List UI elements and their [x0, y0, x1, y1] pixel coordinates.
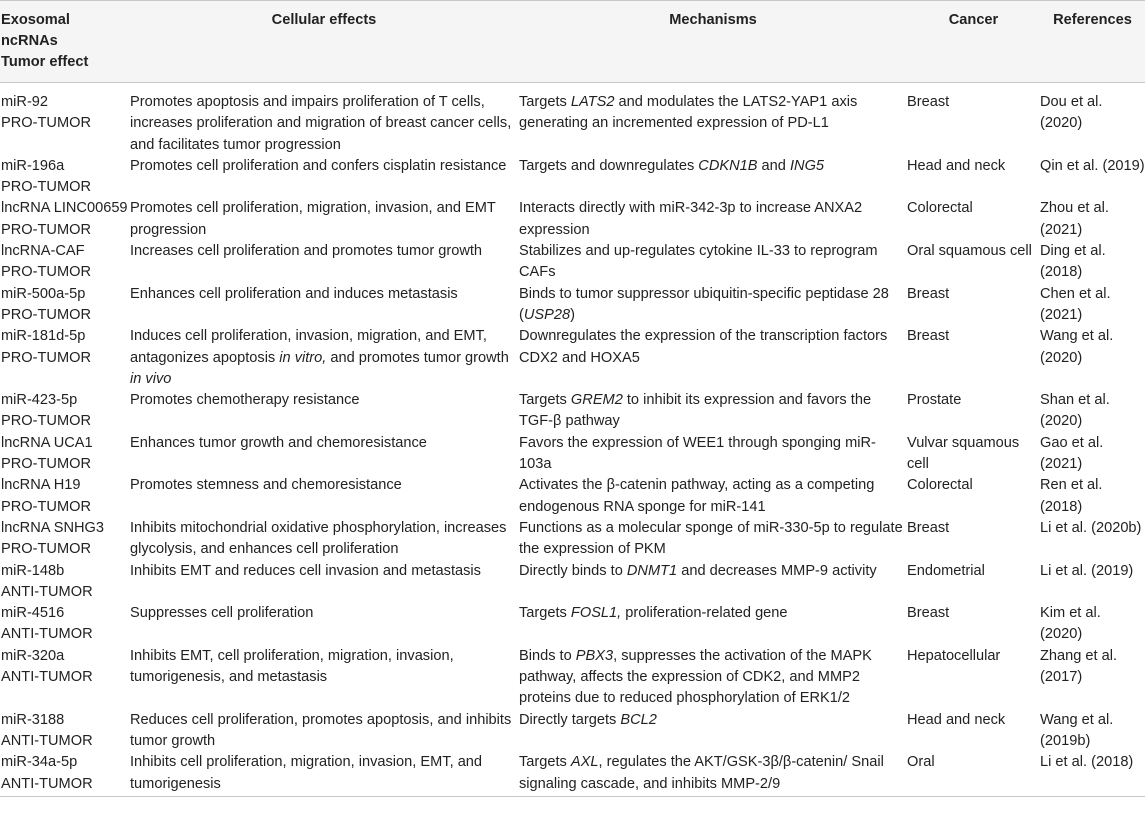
- tumor-effect: PRO-TUMOR: [1, 179, 91, 196]
- table-row: [0, 561, 1145, 604]
- cell-mechanism: Targets and downregulates CDKN1B and ING5: [519, 157, 825, 174]
- cell-reference: Dou et al. (2020): [1040, 94, 1103, 132]
- cell-mechanism: Directly targets BCL2: [519, 711, 657, 728]
- cell-ncrna: [0, 603, 129, 646]
- ncrna-name: miR-92: [1, 94, 49, 110]
- cell-mechanism: Activates the β-catenin pathway, acting as a competing endogenous RNA sponge for miR-141: [519, 477, 875, 515]
- table-row: [0, 390, 1145, 433]
- ncrna-name: miR-3188: [1, 711, 65, 728]
- tumor-effect: PRO-TUMOR: [1, 221, 91, 238]
- cell-ncrna: [0, 83, 129, 156]
- cell-cellular-effect: Increases cell proliferation and promotes tumor growth: [130, 243, 483, 260]
- cell-reference: Kim et al. (2020): [1040, 605, 1101, 643]
- cell-reference: Zhang et al. (2017): [1040, 647, 1118, 686]
- cell-reference: Li et al. (2018): [1040, 752, 1145, 796]
- tumor-effect: PRO-TUMOR: [1, 541, 91, 558]
- cell-cancer: Colorectal: [907, 200, 973, 217]
- ncrna-name: miR-196a: [1, 157, 65, 174]
- cell-cellular-effect: Inhibits EMT, cell proliferation, migration, invasion, tumorigenesis, and metastasis: [130, 647, 454, 686]
- cell-ncrna: [0, 284, 129, 327]
- cell-reference: Li et al. (2019): [1040, 562, 1134, 579]
- ncrna-name: miR-423-5p: [1, 392, 78, 409]
- cell-mechanism: Stabilizes and up-regulates cytokine IL-33 to reprogram CAFs: [519, 243, 878, 281]
- tumor-effect: ANTI-TUMOR: [1, 583, 93, 600]
- cell-cellular-effect: Inhibits mitochondrial oxidative phosphorylation, increases glycolysis, and enhances cell proliferation: [130, 519, 507, 558]
- cell-cellular-effect: Reduces cell proliferation, promotes apoptosis, and inhibits tumor growth: [130, 711, 512, 749]
- cell-reference: Chen et al. (2021): [1040, 285, 1111, 323]
- table-row: [0, 198, 1145, 241]
- tumor-effect: ANTI-TUMOR: [1, 732, 93, 749]
- table-row: [0, 326, 1145, 390]
- cell-cancer: Colorectal: [907, 477, 973, 494]
- cell-reference: Shan et al. (2020): [1040, 392, 1110, 430]
- header-cellular-effects: Cellular effects: [129, 1, 519, 83]
- cell-cancer: Head and neck: [907, 711, 1006, 728]
- cell-ncrna: [0, 646, 129, 710]
- header-ncrna-line-1: Exosomal: [1, 12, 70, 28]
- ncrna-name: miR-34a-5p: [1, 754, 78, 771]
- cell-cellular-effect: Suppresses cell proliferation: [130, 605, 314, 622]
- ncrna-name: miR-148b: [1, 562, 65, 579]
- cell-ncrna: [0, 433, 129, 476]
- table-row: [0, 241, 1145, 284]
- tumor-effect: PRO-TUMOR: [1, 498, 91, 515]
- header-mechanisms: Mechanisms: [519, 1, 907, 83]
- cell-ncrna: [0, 752, 129, 796]
- cell-ncrna: [0, 326, 129, 390]
- tumor-effect: ANTI-TUMOR: [1, 669, 93, 686]
- cell-cancer: Prostate: [907, 392, 962, 409]
- cell-ncrna: [0, 518, 129, 561]
- header-ncrna-line-2: ncRNAs: [1, 33, 58, 49]
- cell-cellular-effect: Promotes stemness and chemoresistance: [130, 477, 402, 494]
- ncrna-name: miR-500a-5p: [1, 285, 86, 302]
- cell-mechanism: Binds to tumor suppressor ubiquitin-specific peptidase 28 (USP28): [519, 285, 889, 323]
- header-ncrna-line-3: Tumor effect: [1, 54, 89, 70]
- cell-cellular-effect: Promotes cell proliferation, migration, invasion, and EMT progression: [130, 200, 496, 238]
- cell-reference: Wang et al. (2019b): [1040, 711, 1114, 749]
- cell-cellular-effect: Enhances tumor growth and chemoresistance: [130, 434, 427, 451]
- cell-ncrna: [0, 241, 129, 284]
- cell-reference: Qin et al. (2019): [1040, 157, 1145, 174]
- cell-mechanism: Targets LATS2 and modulates the LATS2-YAP1 axis generating an incremented expression of PD-L1: [519, 94, 858, 132]
- table-row: [0, 475, 1145, 518]
- cell-cellular-effect: Inhibits cell proliferation, migration, invasion, EMT, and tumorigenesis: [129, 752, 519, 796]
- cell-mechanism: Interacts directly with miR-342-3p to increase ANXA2 expression: [519, 200, 863, 238]
- cell-reference: Zhou et al. (2021): [1040, 200, 1109, 238]
- cell-cancer: Endometrial: [907, 562, 985, 579]
- tumor-effect: PRO-TUMOR: [1, 306, 91, 323]
- ncrna-name: miR-181d-5p: [1, 328, 86, 345]
- cell-cancer: Hepatocellular: [907, 647, 1001, 664]
- ncrna-name: lncRNA UCA1: [1, 434, 93, 451]
- cell-ncrna: [0, 561, 129, 604]
- table-body: [0, 83, 1145, 797]
- cell-cellular-effect: Promotes cell proliferation and confers cisplatin resistance: [130, 157, 507, 174]
- cell-cancer: Vulvar squamous cell: [907, 434, 1020, 473]
- ncrna-name: lncRNA SNHG3: [1, 519, 104, 536]
- cell-ncrna: [0, 390, 129, 433]
- cell-mechanism: Directly binds to DNMT1 and decreases MMP-9 activity: [519, 562, 877, 579]
- cell-cancer: Oral squamous cell: [907, 243, 1032, 260]
- table-row: [0, 83, 1145, 156]
- cell-reference: Ding et al. (2018): [1040, 243, 1106, 281]
- table-row: [0, 646, 1145, 710]
- cell-mechanism: Targets GREM2 to inhibit its expression and favors the TGF-β pathway: [519, 392, 872, 430]
- cell-mechanism: Favors the expression of WEE1 through sponging miR-103a: [519, 434, 876, 473]
- ncrna-name: lncRNA LINC00659: [1, 200, 128, 217]
- header-row: [0, 1, 1145, 83]
- cell-cellular-effect: Promotes apoptosis and impairs proliferation of T cells, increases proliferation and migration of breast cancer cells, and facilitates tumor progression: [130, 94, 512, 153]
- ncrna-name: miR-320a: [1, 647, 65, 664]
- table-row: [0, 284, 1145, 327]
- ncrna-name: miR-4516: [1, 605, 65, 622]
- cell-cancer: Oral: [907, 752, 1040, 796]
- ncrna-name: lncRNA H19: [1, 477, 81, 494]
- table-row: [0, 518, 1145, 561]
- table-header: [0, 1, 1145, 83]
- cell-ncrna: [0, 198, 129, 241]
- cell-mechanism: Targets AXL, regulates the AKT/GSK-3β/β-catenin/ Snail signaling cascade, and inhibits MMP-2/9: [519, 752, 907, 796]
- tumor-effect: PRO-TUMOR: [1, 413, 91, 430]
- tumor-effect: ANTI-TUMOR: [1, 775, 93, 792]
- ncrna-name: lncRNA-CAF: [1, 243, 85, 260]
- cell-ncrna: [0, 156, 129, 199]
- cell-mechanism: Targets FOSL1, proliferation-related gene: [519, 605, 788, 622]
- header-references: References: [1040, 1, 1145, 83]
- cell-cellular-effect: Induces cell proliferation, invasion, migration, and EMT, antagonizes apoptosis in vitro, and promotes tumor growth in vivo: [130, 328, 509, 387]
- cell-cellular-effect: Promotes chemotherapy resistance: [130, 392, 360, 409]
- cell-reference: Li et al. (2020b): [1040, 519, 1142, 536]
- cell-ncrna: [0, 475, 129, 518]
- tumor-effect: PRO-TUMOR: [1, 456, 91, 473]
- cell-cancer: Head and neck: [907, 157, 1006, 174]
- cell-cellular-effect: Enhances cell proliferation and induces metastasis: [130, 285, 458, 302]
- cell-reference: Wang et al. (2020): [1040, 328, 1114, 366]
- table-row: [0, 156, 1145, 199]
- table-row: [0, 710, 1145, 753]
- cell-ncrna: [0, 710, 129, 753]
- table-row: [0, 603, 1145, 646]
- cell-mechanism: Functions as a molecular sponge of miR-330-5p to regulate the expression of PKM: [519, 519, 903, 558]
- header-ncrna: [0, 1, 129, 83]
- tumor-effect: PRO-TUMOR: [1, 349, 91, 366]
- cell-cancer: Breast: [907, 285, 950, 302]
- tumor-effect: ANTI-TUMOR: [1, 626, 93, 643]
- cell-reference: Ren et al. (2018): [1040, 477, 1103, 515]
- tumor-effect: PRO-TUMOR: [1, 264, 91, 281]
- tumor-effect: PRO-TUMOR: [1, 115, 91, 132]
- cell-mechanism: Downregulates the expression of the transcription factors CDX2 and HOXA5: [519, 328, 888, 366]
- cell-cellular-effect: Inhibits EMT and reduces cell invasion and metastasis: [130, 562, 481, 579]
- cell-reference: Gao et al. (2021): [1040, 434, 1104, 473]
- cell-cancer: Breast: [907, 328, 950, 345]
- header-cancer: Cancer: [907, 1, 1040, 83]
- cell-cancer: Breast: [907, 94, 950, 110]
- table-row: [0, 752, 1145, 796]
- cell-cancer: Breast: [907, 519, 950, 536]
- cell-mechanism: Binds to PBX3, suppresses the activation of the MAPK pathway, affects the expression of CDK2, and MMP2 proteins due to reduced phosphorylation of ERK1/2: [519, 647, 872, 707]
- cell-cancer: Breast: [907, 605, 950, 622]
- table-row: [0, 433, 1145, 476]
